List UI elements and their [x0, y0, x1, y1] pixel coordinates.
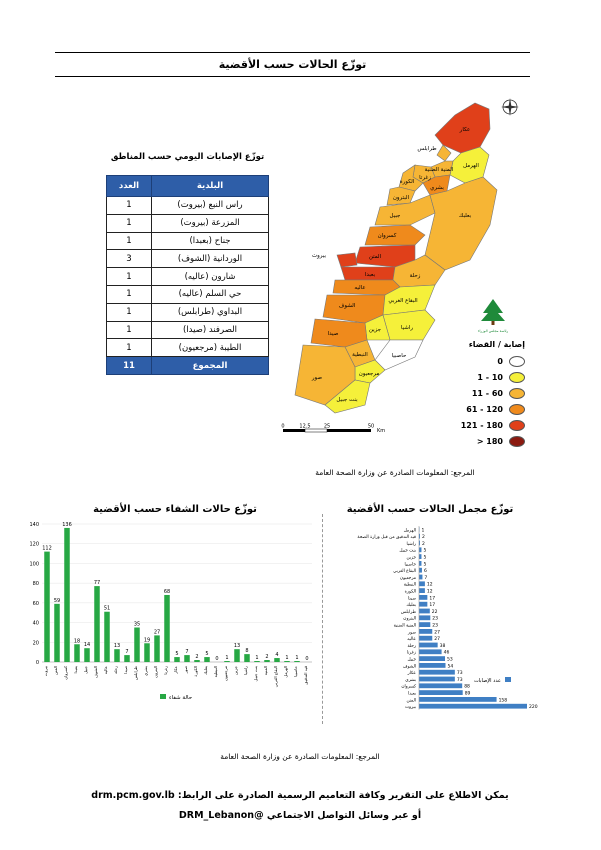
map-label: الكورة [399, 179, 415, 185]
svg-text:رئاسة مجلس الوزراء: رئاسة مجلس الوزراء [477, 329, 509, 333]
y-category-label: كسروان [401, 684, 416, 690]
bar-value-label: 12 [426, 582, 433, 588]
page-title: توزّع الحالات حسب الأقضية [218, 58, 367, 71]
y-category-label: زغرتا [406, 650, 416, 656]
recovery-bar [154, 635, 160, 662]
y-category-label: حاصبيا [404, 562, 416, 568]
map-reference: المرجع: المعلومات الصادرة عن وزارة الصحة العامة [315, 468, 475, 477]
cases-bar [419, 595, 427, 600]
bar-value-label: 158 [498, 698, 508, 704]
total-label: المجموع [152, 357, 269, 375]
y-tick-label: 120 [29, 541, 39, 548]
y-category-label: صيدا [407, 596, 416, 602]
bar-value-label: 12 [426, 589, 433, 595]
daily-table-title: توزّع الإصابات اليومي حسب المناطق [110, 152, 265, 162]
bar-value-label: 54 [447, 664, 454, 670]
bar-value-label: 35 [133, 621, 141, 628]
y-category-label: بشري [405, 677, 416, 683]
table-row [107, 250, 269, 268]
bar-value-label: 0 [305, 656, 309, 662]
table-row [107, 285, 269, 303]
legend-label: 61 - 120 [466, 404, 503, 414]
bar-value-label: 22 [431, 609, 438, 615]
cases-bar [419, 575, 422, 580]
bar-value-label: 23 [432, 616, 439, 622]
y-category-label: طرابلس [400, 609, 416, 615]
bar-value-label: 14 [83, 642, 91, 649]
cases-bar [419, 622, 430, 627]
table-total-row [107, 357, 269, 375]
legend-label: 11 - 60 [471, 388, 503, 398]
bar-value-label: 7 [424, 575, 428, 581]
bar-value-label: 89 [464, 691, 471, 697]
bar-value-label: 73 [456, 671, 463, 677]
bar-value-label: 1 [295, 655, 299, 662]
cases-bar [419, 547, 421, 552]
bar-value-label: 4 [275, 652, 279, 659]
recovery-chart [20, 518, 320, 703]
cases-bar [419, 663, 446, 668]
table-row [107, 339, 269, 357]
table-row [107, 214, 269, 232]
x-category-label: الكورة [193, 666, 198, 677]
bar-value-label: 19 [143, 637, 151, 644]
bar-value-label: 23 [432, 623, 439, 629]
cell-count: 1 [107, 232, 152, 250]
recovery-bar [94, 586, 100, 662]
recovery-bar [124, 655, 130, 662]
recovery-bar [244, 654, 250, 662]
bar-value-label: 5 [175, 651, 179, 658]
y-category-label: المنية الضنية [393, 623, 416, 629]
x-category-label: بنت جبيل [253, 666, 258, 682]
svg-text:12.5: 12.5 [299, 423, 311, 430]
cases-bar [419, 615, 430, 620]
bar-value-label: 2 [421, 541, 425, 547]
x-category-label: الهرمل [283, 666, 288, 678]
cell-count: 1 [107, 285, 152, 303]
cell-count: 1 [107, 268, 152, 286]
x-category-label: حاصبيا [293, 666, 298, 677]
bar-value-label: 27 [153, 629, 161, 636]
bar-value-label: 220 [529, 705, 538, 711]
legend-swatch [509, 388, 525, 399]
x-category-label: بعبدا [73, 666, 78, 674]
cell-count: 3 [107, 250, 152, 268]
x-category-label: عاليه [103, 666, 108, 675]
cases-bar [419, 561, 421, 566]
recovery-bar [174, 657, 180, 662]
region-beirut [337, 253, 357, 267]
recovery-bar [224, 661, 230, 662]
legend-label: 1 - 10 [477, 372, 503, 382]
cases-bar [419, 704, 527, 709]
svg-text:0: 0 [281, 423, 285, 430]
cases-chart [325, 518, 540, 723]
y-category-label: عكار [407, 671, 416, 677]
legend-swatch [509, 420, 525, 431]
legend-item [445, 401, 525, 417]
cases-bar [419, 670, 455, 675]
bar-value-label: 51 [103, 605, 111, 612]
x-category-label: صور [183, 666, 188, 674]
total-value: 11 [107, 357, 152, 375]
recovery-bar [144, 643, 150, 662]
map-label: زغرتا [419, 175, 431, 181]
bar-value-label: 27 [434, 637, 440, 643]
bar-value-label: 77 [93, 580, 101, 587]
x-category-label: طرابلس [133, 666, 138, 681]
y-tick-label: 40 [32, 620, 39, 627]
compass-icon [501, 98, 519, 116]
bar-value-label: 1 [255, 655, 259, 662]
x-category-label: كسروان [63, 666, 68, 680]
y-category-label: عاليه [407, 637, 416, 643]
legend-swatch [509, 404, 525, 415]
bar-value-label: 13 [113, 643, 121, 650]
y-tick-label: 100 [29, 561, 39, 568]
recovery-bar [44, 552, 50, 662]
bar-value-label: 112 [42, 545, 52, 552]
map-label: المتن [368, 254, 382, 260]
bar-value-label: 0 [215, 656, 219, 662]
cell-count: 1 [107, 321, 152, 339]
recovery-bar [134, 628, 140, 663]
legend-swatch [509, 356, 525, 367]
map-label: بنت جبيل [336, 397, 358, 403]
map-label: البقاع الغربي [388, 298, 418, 304]
map-legend [445, 340, 525, 449]
y-category-label: مرجعيون [399, 575, 416, 581]
recovery-bar [84, 648, 90, 662]
svg-text:50: 50 [367, 423, 375, 430]
x-category-label: جزين [233, 666, 238, 675]
cases-bar [419, 629, 432, 634]
cases-bar [419, 568, 422, 573]
cases-bar [419, 602, 427, 607]
legend-item [445, 385, 525, 401]
y-category-label: زحلة [407, 643, 416, 649]
legend-label: 121 - 180 [460, 420, 503, 430]
x-category-label: المنية [263, 666, 268, 676]
cell-place: الصرفند (صيدا) [152, 321, 269, 339]
cases-bar [419, 554, 421, 559]
recovery-bar [234, 649, 240, 662]
svg-text:25: 25 [323, 423, 331, 430]
charts-reference: المرجع: المعلومات الصادرة عن وزارة الصحة العامة [220, 752, 380, 761]
legend-label: 0 [497, 356, 503, 366]
bar-value-label: 18 [73, 638, 81, 645]
map-label: المنية الضنية [424, 167, 454, 173]
table-row [107, 197, 269, 215]
recovery-bar [74, 644, 80, 662]
y-category-label: البترون [403, 616, 416, 622]
map-label: بيروت [311, 253, 327, 259]
recovery-bar [294, 661, 300, 662]
map-label: زحلة [409, 273, 421, 279]
cases-bar [419, 683, 462, 688]
x-category-label: المتن [53, 666, 58, 675]
x-category-label: جبيل [83, 666, 88, 674]
title-rule [55, 76, 530, 77]
recovery-bar [114, 649, 120, 662]
map-label: الهرمل [463, 163, 479, 169]
map-label: راشيا [400, 325, 414, 331]
map-label: جبيل [389, 213, 401, 219]
map-label: صور [311, 375, 323, 381]
bar-value-label: 46 [443, 650, 450, 656]
col-count-header: العدد [107, 176, 152, 197]
x-category-label: بيروت [43, 666, 48, 677]
map-label: الشوف [338, 303, 356, 309]
map-label: عاليه [354, 285, 366, 291]
chart-divider [322, 514, 324, 724]
cell-place: جناح (بعبدا) [152, 232, 269, 250]
bar-value-label: 2 [265, 654, 269, 661]
recovery-bar [274, 658, 280, 662]
y-category-label: البقاع الغربي [393, 569, 416, 575]
map-label: بعلبك [458, 213, 472, 219]
cases-chart-title: توزّع مجمل الحالات حسب الأقضية [346, 504, 514, 515]
top-rule [55, 52, 530, 53]
cases-bar [419, 581, 425, 586]
map-label: النبطية [352, 352, 368, 358]
col-place-header: البلدية [152, 176, 269, 197]
legend-label: عدد الإصابات [473, 678, 501, 684]
y-tick-label: 60 [32, 600, 39, 607]
cases-bar [419, 656, 445, 661]
cases-bar [419, 677, 455, 682]
recovery-bar [164, 595, 170, 662]
bar-value-label: 13 [233, 643, 241, 650]
cell-count: 1 [107, 197, 152, 215]
recovery-bar [184, 655, 190, 662]
cedar-logo [478, 299, 509, 333]
legend-swatch [509, 372, 525, 383]
legend-swatch [160, 694, 166, 699]
cell-place: الوردانية (الشوف) [152, 250, 269, 268]
cases-bar [419, 690, 463, 695]
bar-value-label: 1 [225, 655, 229, 662]
y-tick-label: 0 [35, 660, 39, 666]
bar-value-label: 38 [439, 643, 446, 649]
cases-bar [419, 649, 442, 654]
recovery-bar [284, 661, 290, 662]
map-label: بشري [430, 185, 444, 191]
legend-item [445, 417, 525, 433]
x-category-label: زحلة [113, 666, 118, 674]
bar-value-label: 5 [423, 555, 427, 561]
cell-place: حي السلم (عاليه) [152, 285, 269, 303]
footer-line1: يمكن الاطلاع على التقرير وكافة التعاميم الرسمية الصادرة على الرابط: drm.pcm.gov.lb [91, 790, 509, 801]
bar-value-label: 17 [429, 596, 436, 602]
x-category-label: بعلبك [203, 666, 208, 675]
x-category-label: راشيا [243, 666, 248, 675]
legend-swatch [505, 677, 511, 682]
cases-bar [419, 588, 425, 593]
bar-value-label: 88 [464, 684, 470, 690]
footer-line2: أو عبر وسائل التواصل الاجتماعي @DRM_Lebanon [178, 810, 422, 821]
legend-label: > 180 [476, 436, 503, 446]
bar-value-label: 7 [125, 649, 129, 656]
y-category-label: الكورة [404, 589, 416, 595]
map-label: طرابلس [417, 146, 437, 152]
cases-bar [419, 643, 438, 648]
x-category-label: مرجعيون [223, 666, 228, 681]
x-category-label: قيد التدقيق [303, 666, 308, 685]
bar-value-label: 7 [185, 649, 189, 656]
legend-swatch [509, 436, 525, 447]
recovery-bar [264, 660, 270, 662]
bar-value-label: 5 [423, 562, 427, 568]
cell-place: المزرعة (بيروت) [152, 214, 269, 232]
legend-label: حالة شفاء [169, 695, 193, 701]
x-category-label: البقاع الغربي [273, 666, 278, 688]
map-label: مرجعيون [358, 371, 380, 377]
x-category-label: النبطية [213, 666, 218, 678]
legend-item [445, 353, 525, 369]
y-category-label: قيد التدقيق من قبل وزارة الصحة [357, 535, 416, 541]
recovery-bar [204, 657, 210, 662]
recovery-bar [54, 604, 60, 662]
bar-value-label: 5 [205, 651, 209, 658]
table-row [107, 321, 269, 339]
y-category-label: النبطية [403, 582, 416, 588]
x-category-label: صيدا [123, 666, 128, 674]
map-label: البترون [392, 195, 410, 201]
cases-bar [419, 697, 497, 702]
map-label: جزين [368, 327, 382, 333]
cell-place: الطيبة (مرجعيون) [152, 339, 269, 357]
map-label: بعبدا [364, 272, 376, 278]
map-label: كسروان [377, 233, 397, 239]
y-tick-label: 140 [29, 522, 39, 528]
y-category-label: المتن [406, 698, 416, 704]
scale-bar [281, 424, 385, 435]
bar-value-label: 73 [456, 677, 463, 683]
bar-value-label: 8 [245, 648, 249, 655]
table-row [107, 268, 269, 286]
y-category-label: جبيل [407, 657, 416, 663]
map-label: عكار [459, 127, 471, 133]
y-category-label: الشوف [402, 664, 416, 670]
y-category-label: صور [408, 630, 416, 636]
cell-count: 1 [107, 303, 152, 321]
bar-value-label: 1 [285, 655, 289, 662]
cases-bar [419, 636, 432, 641]
bar-value-label: 68 [163, 588, 171, 595]
recovery-bar [254, 661, 260, 662]
bar-value-label: 6 [423, 569, 427, 575]
y-category-label: بعبدا [407, 691, 416, 697]
bar-value-label: 59 [53, 597, 61, 604]
y-category-label: جزين [406, 555, 416, 561]
bar-value-label: 17 [429, 603, 436, 609]
bar-value-label: 53 [447, 657, 453, 663]
legend-item [445, 433, 525, 449]
map-label: حاصبيا [391, 353, 407, 359]
bar-value-label: 2 [195, 654, 199, 661]
cell-place: البداوي (طرابلس) [152, 303, 269, 321]
y-tick-label: 80 [32, 581, 39, 588]
y-category-label: بعلبك [406, 603, 416, 609]
y-category-label: راشيا [406, 541, 416, 547]
bar-value-label: 1 [421, 528, 425, 534]
recovery-bar [104, 612, 110, 662]
legend-title: إصابة / القضاء [468, 340, 525, 349]
y-category-label: بيروت [405, 705, 416, 711]
x-category-label: زغرتا [163, 666, 168, 675]
map-label: صيدا [327, 331, 339, 337]
bar-value-label: 5 [423, 548, 427, 554]
bar-value-label: 136 [62, 521, 72, 528]
x-category-label: البترون [153, 666, 158, 678]
daily-cases-table [106, 175, 269, 375]
bar-value-label: 27 [434, 630, 440, 636]
table-row [107, 303, 269, 321]
recovery-chart-title: توزّع حالات الشفاء حسب الأقضية [93, 504, 257, 515]
y-category-label: الهرمل [403, 528, 416, 534]
y-category-label: بنت جبيل [399, 548, 416, 554]
cell-count: 1 [107, 214, 152, 232]
svg-text:Km: Km [377, 428, 386, 434]
table-row [107, 232, 269, 250]
cell-place: شارون (عاليه) [152, 268, 269, 286]
recovery-bar [64, 528, 70, 662]
x-category-label: الشوف [93, 666, 98, 679]
recovery-bar [194, 660, 200, 662]
bar-value-label: 2 [421, 535, 425, 541]
cases-bar [419, 609, 430, 614]
legend-item [445, 369, 525, 385]
cell-count: 1 [107, 339, 152, 357]
x-category-label: بشري [143, 666, 148, 677]
y-tick-label: 20 [32, 640, 39, 647]
cell-place: راس النبع (بيروت) [152, 197, 269, 215]
x-category-label: عكار [173, 666, 178, 674]
